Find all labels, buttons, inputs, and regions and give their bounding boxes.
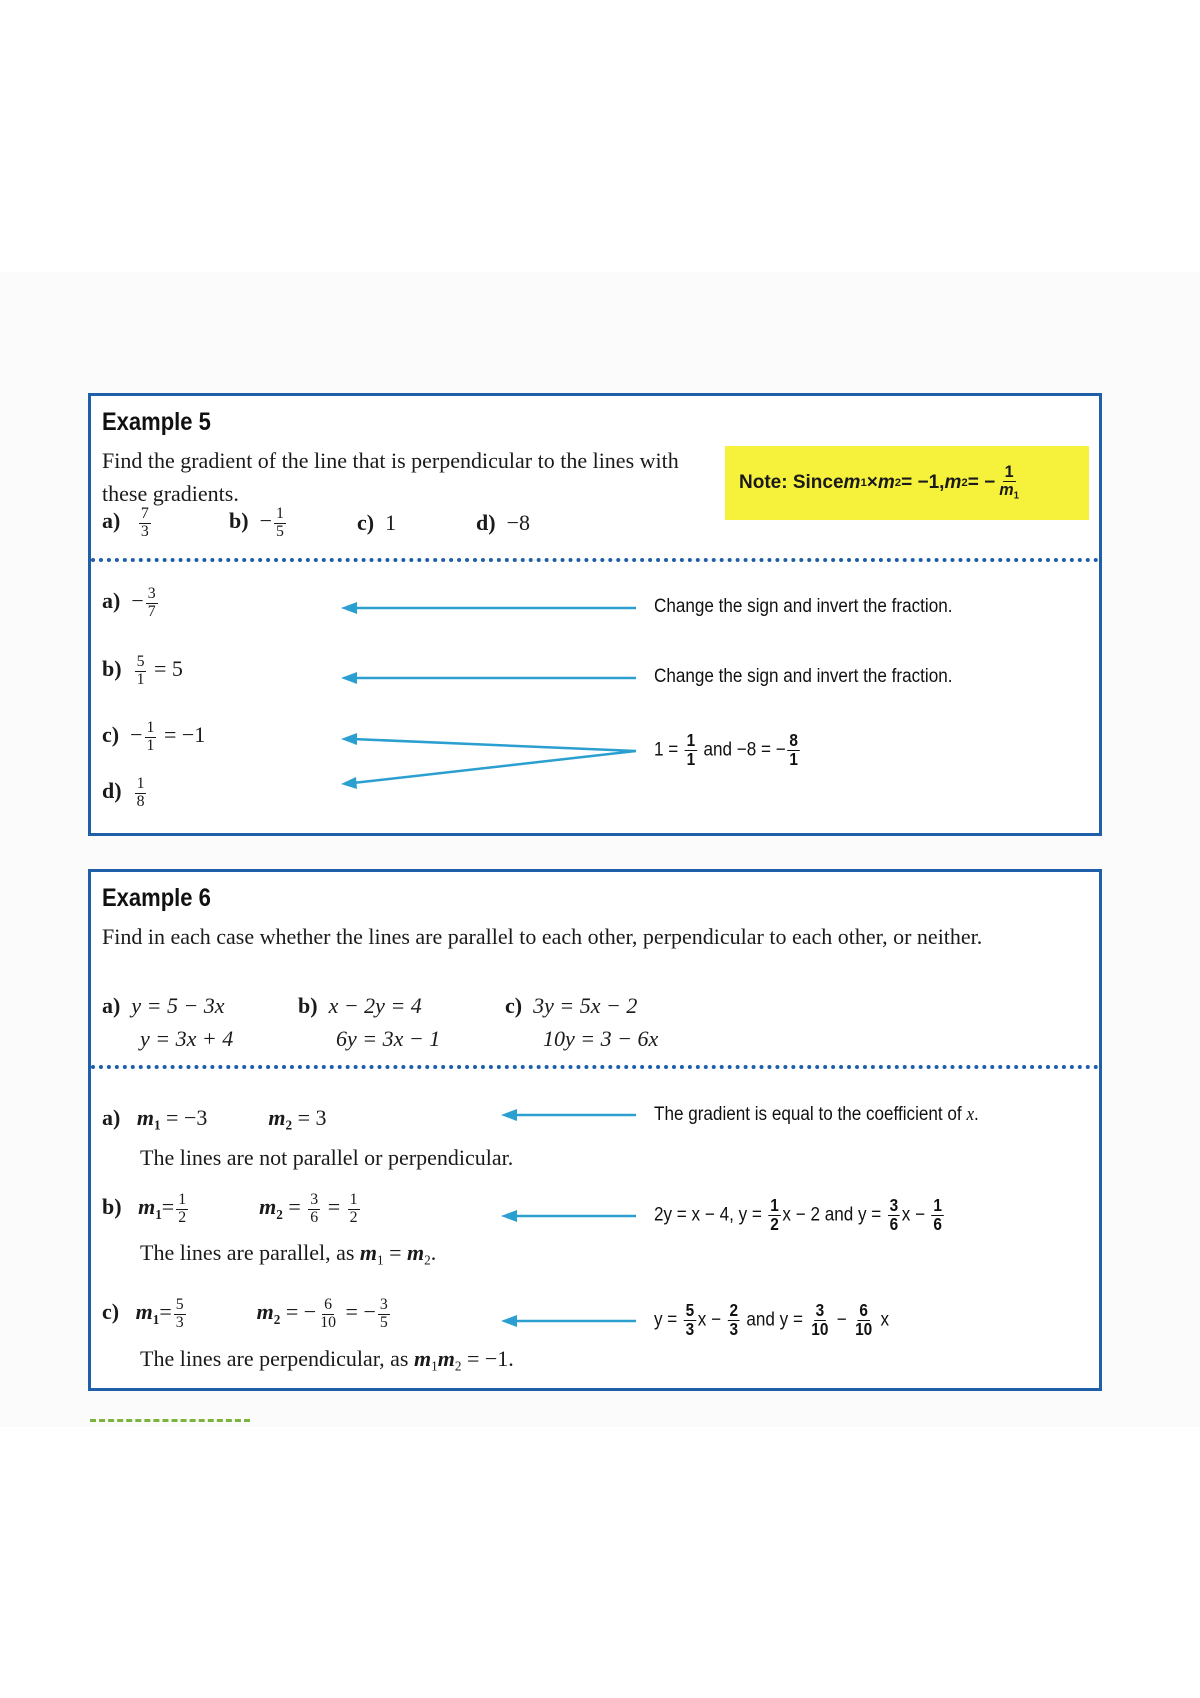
arrow-line	[353, 739, 636, 751]
explanation-6c: y = $\frac{5}{3}$ x − $\frac{2}{3}$ and y = $\frac{3}{10}$ − $\frac{6}{10}$ x	[654, 1301, 890, 1339]
example-5-answer-d: d) $\frac{1}{8}$	[102, 775, 145, 810]
fraction: $\frac{3}{6}$	[889, 1196, 899, 1234]
fraction: $\frac{1}{6}$	[933, 1196, 942, 1234]
fraction: $\frac{3}{6}$	[310, 1191, 319, 1226]
fraction: $\frac{8}{1}$	[789, 731, 798, 769]
example-6-part-b: b) x − 2y = 4 6y = 3x − 1	[298, 993, 441, 1051]
example-5-title: Example 5	[102, 408, 211, 436]
example-6-question: Find in each case whether the lines are parallel to each other, perpendicular to each other, or neither.	[102, 924, 983, 949]
fraction: $\frac{1}{8}$	[136, 775, 145, 810]
explanation-cd: 1 = $\frac{1}{1}$ and −8 = − $\frac{8}{1}$	[654, 731, 798, 769]
example-5-part-c: c) 1	[357, 510, 397, 535]
fraction: $\frac{6}{10}$	[855, 1301, 873, 1339]
example-5-answer-b: b) $\frac{5}{1}$ = 5	[102, 653, 183, 688]
fraction: $\frac{1}{1}$	[686, 731, 696, 769]
arrow-head	[341, 777, 357, 789]
explanation-a: Change the sign and invert the fraction.	[654, 596, 953, 617]
explanation-6b: 2y = x − 4, y = $\frac{1}{2}$ x − 2 and y = $\frac{3}{6}$ x − $\frac{1}{6}$	[654, 1196, 942, 1234]
arrow-head	[341, 733, 357, 745]
fraction: $\frac{1}{m_1}$	[999, 463, 1019, 502]
fraction: $\frac{7}{3}$	[140, 505, 149, 540]
example-6-title: Example 6	[102, 884, 211, 912]
arrow-head	[341, 602, 357, 614]
example-6-part-c: c) 3y = 5x − 2 10y = 3 − 6x	[505, 993, 659, 1051]
example-6-box	[88, 869, 1102, 1391]
fraction: $\frac{3}{10}$	[811, 1301, 829, 1339]
fraction: $\frac{2}{3}$	[729, 1301, 739, 1339]
example-5-box	[88, 393, 1102, 836]
fraction: $\frac{1}{2}$	[770, 1196, 779, 1234]
fraction: $\frac{3}{7}$	[147, 585, 156, 620]
fraction: $\frac{1}{2}$	[178, 1191, 187, 1226]
example-6-answer-a: a) $m_1 = -3$ $m_2 = 3$ The lines are not parallel or perpendicular.	[102, 1105, 514, 1170]
example-6-conclusion-b: The lines are parallel, as $m_1 = m_2$.	[140, 1240, 437, 1268]
example-6-part-a: a) y = 5 − 3x y = 3x + 4	[102, 993, 234, 1051]
arrow-head	[501, 1109, 517, 1121]
arrow-head	[501, 1210, 517, 1222]
fraction: $\frac{1}{5}$	[275, 505, 284, 540]
explanation-6a: The gradient is equal to the coefficient of x.	[654, 1104, 979, 1125]
fraction: $\frac{1}{1}$	[146, 719, 155, 754]
fraction: $\frac{5}{1}$	[136, 653, 145, 688]
example-6-conclusion-c: The lines are perpendicular, as $m_1m_2 = -1$.	[140, 1346, 514, 1374]
example-5-part-a: a) $\frac{7}{3}$	[102, 505, 149, 540]
fraction: $\frac{5}{3}$	[175, 1296, 184, 1331]
fraction: $\frac{1}{2}$	[349, 1191, 358, 1226]
fraction: $\frac{3}{5}$	[379, 1296, 388, 1331]
note-box: Note: Since m 1 × m 2 = −1, m 2 = − $\frac{1}{m_1}$	[725, 446, 1089, 520]
example-5-question: Find the gradient of the line that is perpendicular to the lines with these gradients.	[102, 448, 679, 506]
fraction: $\frac{5}{3}$	[685, 1301, 695, 1339]
arrow-head	[341, 672, 357, 684]
example-5-part-b: b) − $\frac{1}{5}$	[229, 505, 284, 540]
explanation-b: Change the sign and invert the fraction.	[654, 666, 953, 687]
example-6-arrows	[91, 872, 1099, 1388]
arrow-line	[353, 751, 636, 783]
example-5-answer-c: c) − $\frac{1}{1}$ = −1	[102, 719, 206, 754]
arrow-head	[501, 1315, 517, 1327]
example-5-part-d: d) −8	[476, 510, 530, 535]
next-example-heading-fragment	[90, 1419, 250, 1426]
example-5-answer-a: a) − $\frac{3}{7}$	[102, 585, 156, 620]
fraction: $\frac{6}{10}$	[320, 1296, 337, 1331]
example-6-answer-c: c) $m_1=$ $\frac{5}{3}$ $m_2$ = − $\frac{6}{10}$ = − $\frac{3}{5}$	[102, 1296, 388, 1331]
example-6-answer-b: b) $m_1=$ $\frac{1}{2}$ $m_2$ = $\frac{3}{6}$ = $\frac{1}{2}$	[102, 1191, 358, 1226]
